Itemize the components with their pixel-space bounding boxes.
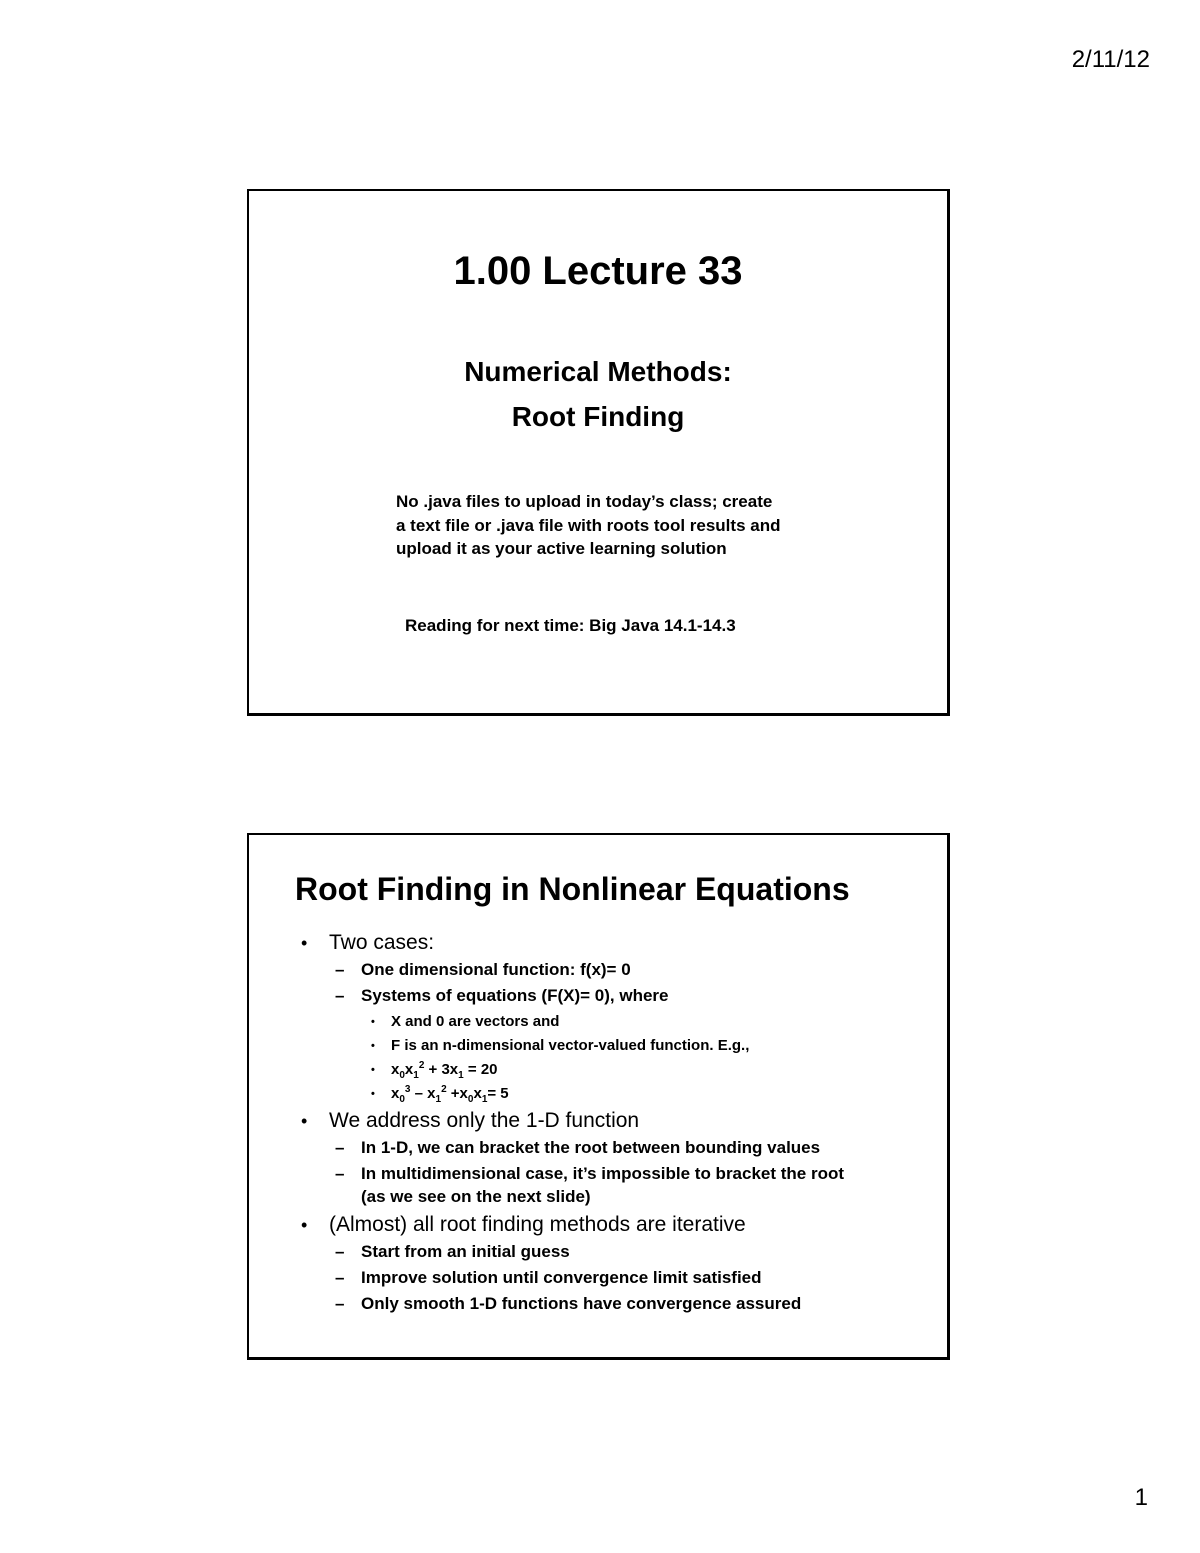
upload-note bbox=[396, 490, 866, 561]
sub-bullet-text-continued: (as we see on the next slide) bbox=[361, 1187, 591, 1206]
equation-item bbox=[297, 1058, 937, 1082]
sub-bullet-text: One dimensional function: f(x)= 0 bbox=[361, 960, 631, 979]
small-bullet-mark: • bbox=[371, 1088, 375, 1100]
bullet-text: Two cases: bbox=[329, 931, 435, 954]
lecture-title: 1.00 Lecture 33 bbox=[453, 249, 743, 293]
slide-title: Root Finding in Nonlinear Equations bbox=[295, 871, 850, 907]
sub-bullet-item bbox=[297, 1266, 937, 1292]
dash-mark: – bbox=[335, 1268, 345, 1287]
bullet-item bbox=[297, 1210, 937, 1240]
bullet-text: We address only the 1-D function bbox=[329, 1109, 640, 1132]
dash-mark: – bbox=[335, 1242, 345, 1261]
small-bullet-mark: • bbox=[371, 1040, 375, 1052]
sub-sub-bullet-item bbox=[297, 1034, 937, 1058]
sub-bullet-text: Start from an initial guess bbox=[361, 1242, 570, 1261]
sub-bullet-item bbox=[297, 958, 937, 984]
dash-mark: – bbox=[335, 1294, 345, 1313]
slide-bullet-list bbox=[297, 928, 937, 1318]
dash-mark: – bbox=[335, 986, 345, 1005]
sub-sub-bullet-text: X and 0 are vectors and bbox=[391, 1013, 560, 1030]
upload-note-line: upload it as your active learning solution bbox=[396, 539, 727, 558]
bullet-mark: • bbox=[301, 933, 308, 953]
equation-2: $x_0^3 - x_1^2 +x_0x_1= 5$ bbox=[391, 1084, 509, 1105]
dash-mark: – bbox=[335, 1164, 345, 1183]
small-bullet-mark: • bbox=[371, 1016, 375, 1028]
sub-bullet-text: In 1-D, we can bracket the root between bounding values bbox=[361, 1138, 821, 1157]
lecture-subtitle-line2: Root Finding bbox=[511, 401, 685, 432]
bullet-mark: • bbox=[301, 1215, 308, 1235]
bullet-mark: • bbox=[301, 1111, 308, 1131]
equation-item bbox=[297, 1082, 937, 1106]
upload-note-line: No .java files to upload in today’s class; create bbox=[396, 492, 773, 511]
sub-sub-bullet-text: F is an n-dimensional vector-valued function. E.g., bbox=[391, 1037, 750, 1054]
slide-title-card bbox=[247, 189, 950, 716]
sub-bullet-text: Systems of equations (F(X)= 0), where bbox=[361, 986, 669, 1005]
sub-bullet-text: Improve solution until convergence limit satisfied bbox=[361, 1268, 762, 1287]
header-date: 2/11/12 bbox=[1071, 46, 1150, 73]
upload-note-line: a text file or .java file with roots tool results and bbox=[396, 515, 781, 535]
sub-bullet-text: In multidimensional case, it’s impossible to bracket the root bbox=[361, 1164, 845, 1183]
dash-mark: – bbox=[335, 960, 345, 979]
bullet-item bbox=[297, 928, 937, 958]
sub-sub-bullet-item bbox=[297, 1010, 937, 1034]
lecture-subtitle-line1: Numerical Methods: bbox=[464, 356, 732, 387]
reading-assignment: Reading for next time: Big Java 14.1-14.3 bbox=[405, 616, 736, 635]
slide-root-finding bbox=[247, 833, 950, 1360]
sub-bullet-item bbox=[297, 1292, 937, 1318]
small-bullet-mark: • bbox=[371, 1064, 375, 1076]
bullet-item bbox=[297, 1106, 937, 1136]
equation-1: $x_0x_1^2 + 3x_1 = 20$ bbox=[391, 1060, 498, 1081]
bullet-text: (Almost) all root finding methods are iterative bbox=[329, 1213, 746, 1236]
sub-bullet-item bbox=[297, 1162, 937, 1210]
dash-mark: – bbox=[335, 1138, 345, 1157]
sub-bullet-item bbox=[297, 984, 937, 1010]
sub-bullet-item bbox=[297, 1136, 937, 1162]
sub-bullet-item bbox=[297, 1240, 937, 1266]
sub-bullet-text: Only smooth 1-D functions have convergence assured bbox=[361, 1294, 802, 1313]
page-number: 1 bbox=[1134, 1484, 1148, 1511]
